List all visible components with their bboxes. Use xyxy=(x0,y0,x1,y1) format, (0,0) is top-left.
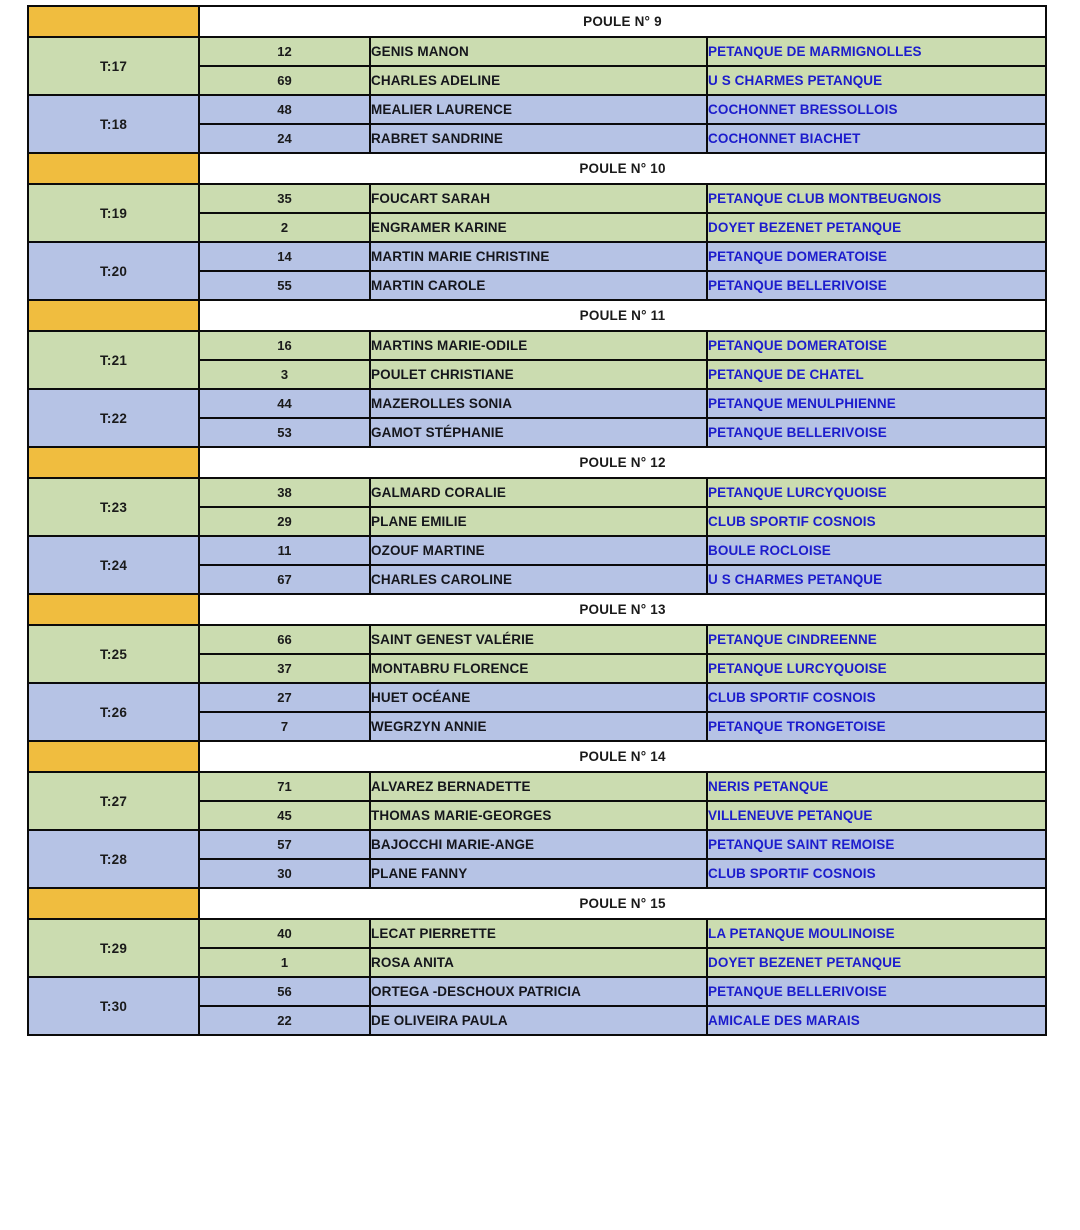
player-name-cell: WEGRZYN ANNIE xyxy=(370,712,707,741)
player-row xyxy=(28,683,1046,712)
player-number-cell: 27 xyxy=(199,683,370,712)
player-name-cell: MONTABRU FLORENCE xyxy=(370,654,707,683)
player-name-cell: POULET CHRISTIANE xyxy=(370,360,707,389)
player-club-cell: DOYET BEZENET PETANQUE xyxy=(707,948,1046,977)
player-name-cell: CHARLES ADELINE xyxy=(370,66,707,95)
player-club-cell: PETANQUE SAINT REMOISE xyxy=(707,830,1046,859)
player-number-cell: 7 xyxy=(199,712,370,741)
player-club-cell: LA PETANQUE MOULINOISE xyxy=(707,919,1046,948)
player-name-cell: MEALIER LAURENCE xyxy=(370,95,707,124)
player-row xyxy=(28,95,1046,124)
poule-title: POULE N° 11 xyxy=(199,300,1046,331)
player-name-cell: MARTIN MARIE CHRISTINE xyxy=(370,242,707,271)
player-number-cell: 71 xyxy=(199,772,370,801)
player-number-cell: 24 xyxy=(199,124,370,153)
poule-title: POULE N° 12 xyxy=(199,447,1046,478)
player-name-cell: MARTINS MARIE-ODILE xyxy=(370,331,707,360)
poule-header-row xyxy=(28,447,1046,478)
poule-title: POULE N° 14 xyxy=(199,741,1046,772)
player-number-cell: 67 xyxy=(199,565,370,594)
poule-title: POULE N° 15 xyxy=(199,888,1046,919)
player-club-cell: AMICALE DES MARAIS xyxy=(707,1006,1046,1035)
player-name-cell: MARTIN CAROLE xyxy=(370,271,707,300)
team-slot-cell: T:25 xyxy=(28,625,199,683)
poule-tag-cell xyxy=(28,447,199,478)
player-number-cell: 40 xyxy=(199,919,370,948)
player-name-cell: PLANE FANNY xyxy=(370,859,707,888)
player-row xyxy=(28,977,1046,1006)
player-number-cell: 37 xyxy=(199,654,370,683)
poule-tag-cell xyxy=(28,594,199,625)
player-number-cell: 66 xyxy=(199,625,370,654)
player-club-cell: CLUB SPORTIF COSNOIS xyxy=(707,683,1046,712)
player-number-cell: 3 xyxy=(199,360,370,389)
player-club-cell: PETANQUE TRONGETOISE xyxy=(707,712,1046,741)
team-slot-cell: T:19 xyxy=(28,184,199,242)
player-club-cell: DOYET BEZENET PETANQUE xyxy=(707,213,1046,242)
player-name-cell: GALMARD CORALIE xyxy=(370,478,707,507)
player-club-cell: PETANQUE LURCYQUOISE xyxy=(707,654,1046,683)
player-name-cell: ORTEGA -DESCHOUX PATRICIA xyxy=(370,977,707,1006)
player-number-cell: 35 xyxy=(199,184,370,213)
player-number-cell: 48 xyxy=(199,95,370,124)
player-number-cell: 44 xyxy=(199,389,370,418)
poules-sheet xyxy=(27,5,1045,1036)
team-slot-cell: T:24 xyxy=(28,536,199,594)
team-slot-cell: T:18 xyxy=(28,95,199,153)
player-club-cell: VILLENEUVE PETANQUE xyxy=(707,801,1046,830)
player-club-cell: PETANQUE BELLERIVOISE xyxy=(707,977,1046,1006)
player-number-cell: 56 xyxy=(199,977,370,1006)
player-number-cell: 69 xyxy=(199,66,370,95)
player-row xyxy=(28,772,1046,801)
player-row xyxy=(28,478,1046,507)
poule-header-row xyxy=(28,594,1046,625)
poules-table xyxy=(27,5,1047,1036)
poule-header-row xyxy=(28,6,1046,37)
player-club-cell: PETANQUE CINDREENNE xyxy=(707,625,1046,654)
player-name-cell: ALVAREZ BERNADETTE xyxy=(370,772,707,801)
poule-title: POULE N° 10 xyxy=(199,153,1046,184)
poule-header-row xyxy=(28,153,1046,184)
player-club-cell: COCHONNET BRESSOLLOIS xyxy=(707,95,1046,124)
player-number-cell: 45 xyxy=(199,801,370,830)
player-name-cell: FOUCART SARAH xyxy=(370,184,707,213)
team-slot-cell: T:27 xyxy=(28,772,199,830)
player-club-cell: PETANQUE CLUB MONTBEUGNOIS xyxy=(707,184,1046,213)
player-club-cell: CLUB SPORTIF COSNOIS xyxy=(707,507,1046,536)
player-number-cell: 11 xyxy=(199,536,370,565)
player-club-cell: PETANQUE MENULPHIENNE xyxy=(707,389,1046,418)
player-club-cell: CLUB SPORTIF COSNOIS xyxy=(707,859,1046,888)
player-name-cell: GAMOT STÉPHANIE xyxy=(370,418,707,447)
team-slot-cell: T:22 xyxy=(28,389,199,447)
player-name-cell: HUET OCÉANE xyxy=(370,683,707,712)
poule-tag-cell xyxy=(28,888,199,919)
poule-title: POULE N° 9 xyxy=(199,6,1046,37)
player-number-cell: 38 xyxy=(199,478,370,507)
player-row xyxy=(28,242,1046,271)
team-slot-cell: T:30 xyxy=(28,977,199,1035)
poule-tag-cell xyxy=(28,741,199,772)
player-club-cell: PETANQUE DE CHATEL xyxy=(707,360,1046,389)
player-club-cell: PETANQUE BELLERIVOISE xyxy=(707,418,1046,447)
player-number-cell: 12 xyxy=(199,37,370,66)
player-name-cell: ENGRAMER KARINE xyxy=(370,213,707,242)
player-club-cell: PETANQUE DOMERATOISE xyxy=(707,331,1046,360)
player-name-cell: OZOUF MARTINE xyxy=(370,536,707,565)
player-row xyxy=(28,625,1046,654)
player-club-cell: PETANQUE LURCYQUOISE xyxy=(707,478,1046,507)
player-name-cell: BAJOCCHI MARIE-ANGE xyxy=(370,830,707,859)
team-slot-cell: T:26 xyxy=(28,683,199,741)
poule-header-row xyxy=(28,741,1046,772)
player-club-cell: BOULE ROCLOISE xyxy=(707,536,1046,565)
team-slot-cell: T:23 xyxy=(28,478,199,536)
player-number-cell: 14 xyxy=(199,242,370,271)
player-number-cell: 1 xyxy=(199,948,370,977)
player-number-cell: 2 xyxy=(199,213,370,242)
player-row xyxy=(28,830,1046,859)
poule-tag-cell xyxy=(28,6,199,37)
player-name-cell: MAZEROLLES SONIA xyxy=(370,389,707,418)
player-name-cell: PLANE EMILIE xyxy=(370,507,707,536)
team-slot-cell: T:21 xyxy=(28,331,199,389)
player-number-cell: 16 xyxy=(199,331,370,360)
player-row xyxy=(28,331,1046,360)
player-name-cell: ROSA ANITA xyxy=(370,948,707,977)
player-number-cell: 22 xyxy=(199,1006,370,1035)
player-row xyxy=(28,389,1046,418)
player-name-cell: GENIS MANON xyxy=(370,37,707,66)
poule-tag-cell xyxy=(28,153,199,184)
player-name-cell: RABRET SANDRINE xyxy=(370,124,707,153)
player-row xyxy=(28,184,1046,213)
player-club-cell: NERIS PETANQUE xyxy=(707,772,1046,801)
player-club-cell: PETANQUE DOMERATOISE xyxy=(707,242,1046,271)
poule-header-row xyxy=(28,888,1046,919)
player-number-cell: 55 xyxy=(199,271,370,300)
poule-header-row xyxy=(28,300,1046,331)
poule-tag-cell xyxy=(28,300,199,331)
player-name-cell: LECAT PIERRETTE xyxy=(370,919,707,948)
player-club-cell: COCHONNET BIACHET xyxy=(707,124,1046,153)
player-number-cell: 57 xyxy=(199,830,370,859)
player-row xyxy=(28,919,1046,948)
player-row xyxy=(28,536,1046,565)
team-slot-cell: T:20 xyxy=(28,242,199,300)
team-slot-cell: T:28 xyxy=(28,830,199,888)
player-name-cell: SAINT GENEST VALÉRIE xyxy=(370,625,707,654)
player-club-cell: PETANQUE DE MARMIGNOLLES xyxy=(707,37,1046,66)
player-club-cell: U S CHARMES PETANQUE xyxy=(707,66,1046,95)
player-number-cell: 29 xyxy=(199,507,370,536)
player-name-cell: DE OLIVEIRA PAULA xyxy=(370,1006,707,1035)
player-name-cell: THOMAS MARIE-GEORGES xyxy=(370,801,707,830)
player-club-cell: U S CHARMES PETANQUE xyxy=(707,565,1046,594)
poule-title: POULE N° 13 xyxy=(199,594,1046,625)
team-slot-cell: T:29 xyxy=(28,919,199,977)
player-name-cell: CHARLES CAROLINE xyxy=(370,565,707,594)
player-number-cell: 30 xyxy=(199,859,370,888)
player-club-cell: PETANQUE BELLERIVOISE xyxy=(707,271,1046,300)
player-row xyxy=(28,37,1046,66)
player-number-cell: 53 xyxy=(199,418,370,447)
team-slot-cell: T:17 xyxy=(28,37,199,95)
